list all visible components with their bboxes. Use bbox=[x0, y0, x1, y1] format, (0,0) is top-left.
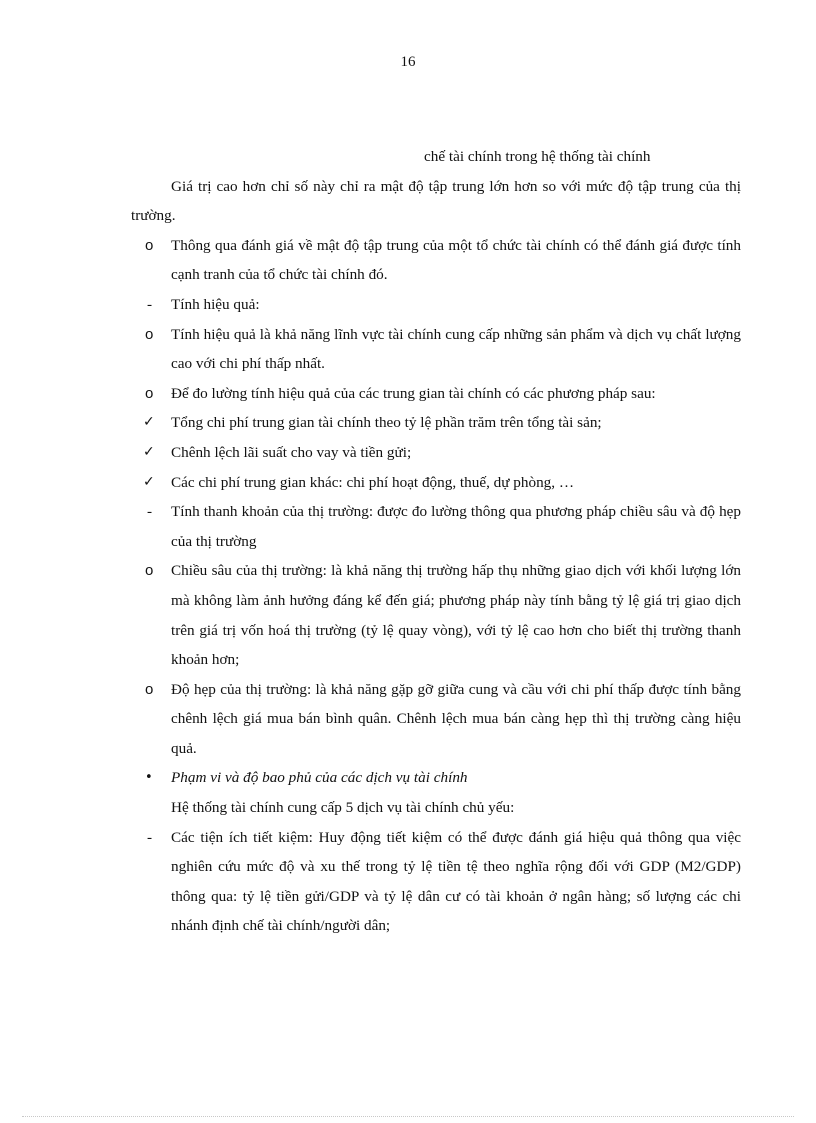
paragraph: Hệ thống tài chính cung cấp 5 dịch vụ tài chính chủ yếu: bbox=[171, 799, 515, 817]
list-item-text: Tính hiệu quả là khả năng lĩnh vực tài chính cung cấp những sản phẩm và dịch vụ chất lượng cao với chi phí thấp nhất. bbox=[171, 325, 741, 373]
list-item bbox=[131, 408, 741, 438]
checkmark-icon: ✓ bbox=[143, 443, 155, 460]
document-body bbox=[131, 142, 741, 941]
list-item-text: Tổng chi phí trung gian tài chính theo tỷ lệ phần trăm trên tổng tài sản; bbox=[171, 414, 602, 432]
list-item bbox=[131, 320, 741, 379]
list-item-text: Thông qua đánh giá về mật độ tập trung của một tổ chức tài chính có thể đánh giá được tính cạnh tranh của tổ chức tài chính đó. bbox=[171, 236, 741, 284]
list-item bbox=[131, 763, 741, 793]
paragraph: Giá trị cao hơn chỉ số này chỉ ra mật độ tập trung lớn hơn so với mức độ tập trung của thị trường. bbox=[131, 177, 741, 225]
list-item bbox=[131, 556, 741, 674]
page-bottom-divider bbox=[22, 1116, 794, 1117]
checkmark-icon: ✓ bbox=[143, 414, 155, 431]
round-bullet-icon: • bbox=[145, 770, 153, 786]
dash-bullet-icon: - bbox=[147, 295, 153, 313]
list-item bbox=[131, 468, 741, 498]
list-item bbox=[131, 497, 741, 556]
list-item bbox=[131, 438, 741, 468]
continued-line: chế tài chính trong hệ thống tài chính bbox=[424, 148, 651, 165]
page-number: 16 bbox=[400, 54, 416, 70]
list-item-text: Các tiện ích tiết kiệm: Huy động tiết kiệm có thể được đánh giá hiệu quả thông qua việc nghiên cứu mức độ và xu thế trong tỷ lệ tiền tệ theo nghĩa rộng đối với GDP (M2/GDP) thông qua: tỷ lệ tiền gửi/GDP và tỷ lệ dân cư có tài khoản ở ngân hàng; số lượng các chi nhánh định chế tài chính/người dân; bbox=[171, 828, 741, 935]
circle-bullet-icon: o bbox=[145, 325, 154, 343]
list-item bbox=[131, 290, 741, 320]
list-item-text: Chênh lệch lãi suất cho vay và tiền gửi; bbox=[171, 443, 412, 461]
circle-bullet-icon: o bbox=[145, 680, 154, 698]
list-item bbox=[131, 675, 741, 764]
list-item-text: Các chi phí trung gian khác: chi phí hoạt động, thuế, dự phòng, … bbox=[171, 473, 575, 491]
list-item-text: Để đo lường tính hiệu quả của các trung gian tài chính có các phương pháp sau: bbox=[171, 384, 656, 402]
circle-bullet-icon: o bbox=[145, 384, 154, 402]
list-item-text: Chiều sâu của thị trường: là khả năng thị trường hấp thụ những giao dịch với khối lượng lớn mà không làm ảnh hưởng đáng kể đến giá; phương pháp này tính bằng tỷ lệ giá trị giao dịch trên giá trị vốn hoá thị trường (tỷ lệ quay vòng), với tỷ lệ cao hơn cho biết thị trường thanh khoản hơn; bbox=[171, 562, 741, 669]
list-item-text: Tính hiệu quả: bbox=[171, 295, 260, 313]
list-item-text: Độ hẹp của thị trường: là khả năng gặp gỡ giữa cung và cầu với chi phí thấp được tính bằng chênh lệch giá mua bán bình quân. Chênh lệch mua bán càng hẹp thì thị trường càng hiệu quả. bbox=[171, 680, 741, 757]
circle-bullet-icon: o bbox=[145, 562, 154, 580]
list-item bbox=[131, 231, 741, 290]
list-item bbox=[131, 823, 741, 941]
checkmark-icon: ✓ bbox=[143, 473, 155, 490]
dash-bullet-icon: - bbox=[147, 828, 153, 846]
circle-bullet-icon: o bbox=[145, 236, 154, 254]
dash-bullet-icon: - bbox=[147, 503, 153, 521]
section-heading: Phạm vi và độ bao phủ của các dịch vụ tài chính bbox=[171, 769, 468, 787]
list-item bbox=[131, 379, 741, 409]
list-item-text: Tính thanh khoản của thị trường: được đo lường thông qua phương pháp chiều sâu và độ hẹp của thị trường bbox=[171, 503, 741, 550]
